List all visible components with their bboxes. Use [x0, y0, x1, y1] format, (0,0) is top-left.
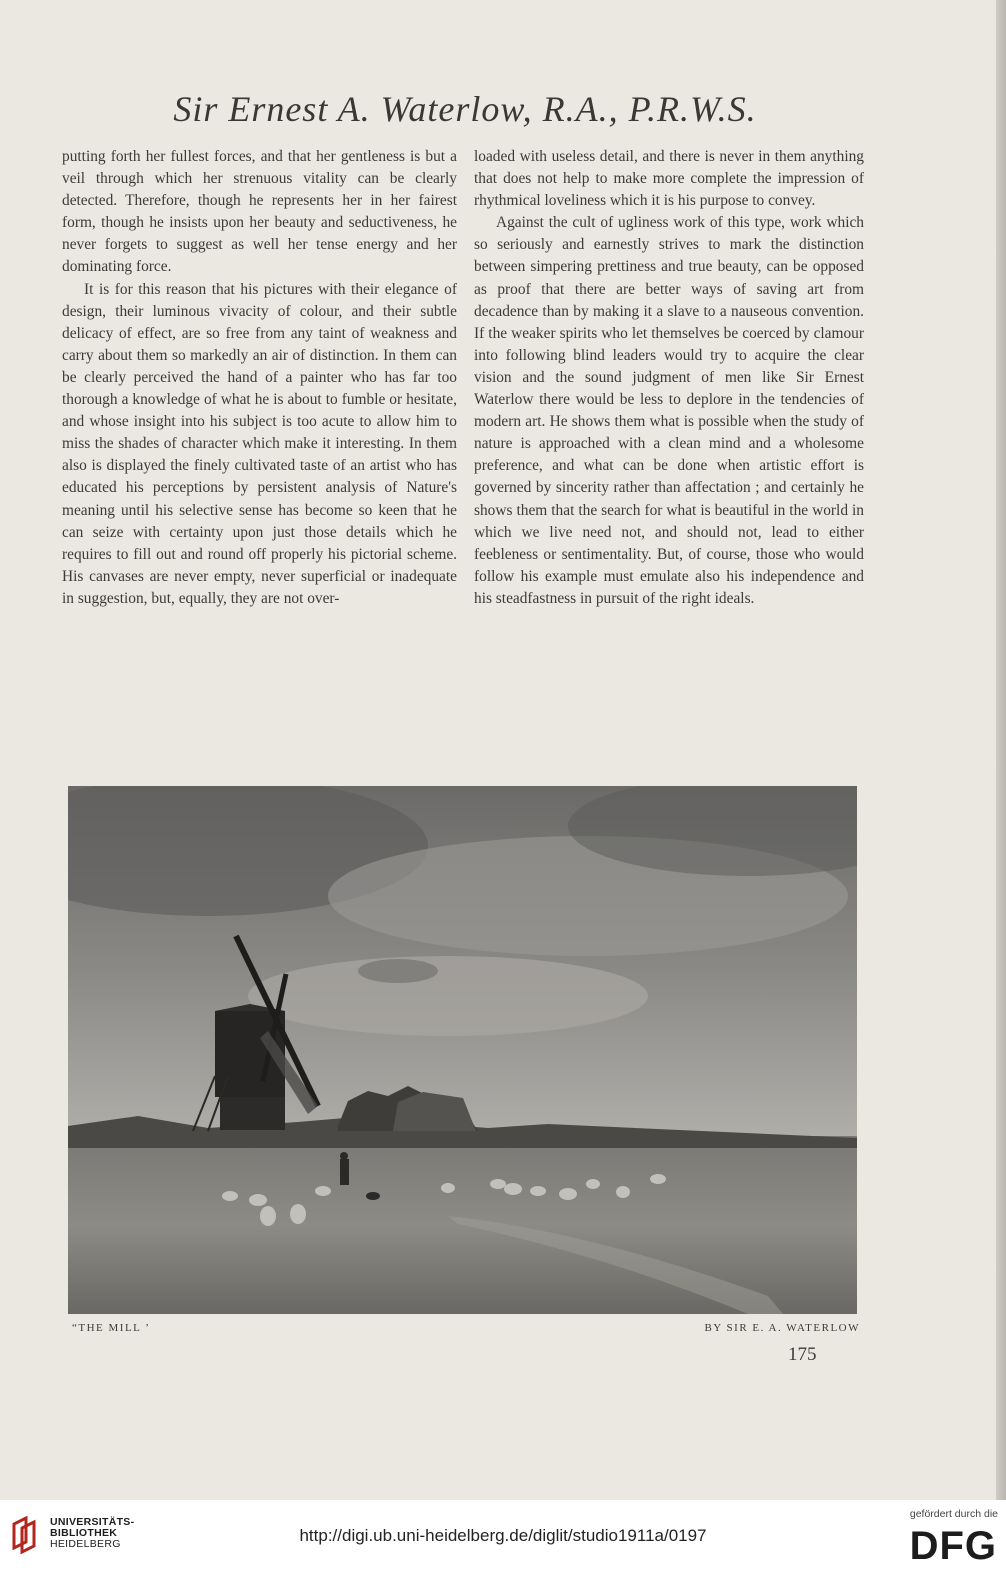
plate-caption-artist: BY SIR E. A. WATERLOW: [704, 1322, 860, 1334]
text-column-right: [474, 146, 864, 610]
paragraph: putting forth her fullest forces, and that her gentleness is but a veil through which her strenuous vitality can be clearly detected. Therefore, though he represents her in her fairest form, though he insists upon her beauty and seductiveness, he never forgets to suggest as well her tense energy and her dominating force.: [62, 148, 457, 276]
paragraph: loaded with useless detail, and there is never in them anything that does not help to make more complete the impression of rhythmical loveliness which it is his purpose to convey.: [474, 148, 864, 210]
funded-by-label: gefördert durch die: [909, 1508, 998, 1520]
digitization-footer: [0, 1500, 1006, 1585]
running-title: Sir Ernest A. Waterlow, R.A., P.R.W.S.: [173, 89, 757, 129]
sheepdog: [366, 1192, 380, 1200]
page-number: 175: [788, 1344, 817, 1365]
paragraph: It is for this reason that his pictures with their elegance of design, their luminous vivacity of colour, and their subtle delicacy of effect, are so free from any taint of weakness and carry about them so markedly an air of distinction. In them can be clearly perceived the hand of a painter who has far too thorough a knowledge of what he is about to fumble or hesitate, and whose insight into his subject is too acute to allow him to miss the shades of character which make it interesting. In them also is displayed the finely cultivated taste of an artist who has educated his perceptions by persistent analysis of Nature's meaning until his selective sense has become so keen that he can seize with certainty upon just those details which he requires to fill out and round off properly his pictorial scheme. His canvases are never empty, never superficial or inadequate in suggestion, but, equally, they are not over-: [62, 280, 457, 607]
library-name-line: BIBLIOTHEK: [50, 1527, 118, 1539]
plate-caption-title: “THE MILL ’: [72, 1322, 151, 1334]
library-name-line: HEIDELBERG: [50, 1538, 121, 1550]
paragraph: Against the cult of ugliness work of this type, work which so seriously and earnestly strives to mark the distinction between simpering prettiness and true beauty, can be opposed as proof that there are better ways of saving art from decadence than by making it a slave to a nauseous convention. If the weaker spirits who let themselves be coerced by clamour into following blind leaders would try to acquire the clear vision and the sound judgment of men like Sir Ernest Waterlow there would be less to deplore in the tendencies of modern art. He shows them what is possible when the study of nature is approached with a clean mind and a wholesome preference, and what can be done when artistic effort is governed by sincerity rather than affectation ; and certainly he shows them that the search for what is beautiful in the world in which we live need not, and should not, lead to either feebleness or sentimentality. But, of course, those who would follow his example must emulate also his independence and his steadfastness in pursuit of the right ideals.: [474, 214, 864, 607]
permalink-url[interactable]: http://digi.ub.uni-heidelberg.de/diglit/studio1911a/0197: [299, 1526, 707, 1545]
dfg-logo: DFG: [909, 1524, 997, 1568]
painting-plate-the-mill: [68, 786, 857, 1314]
library-name-line: UNIVERSITÄTS-: [50, 1516, 135, 1528]
shepherd-figure: [340, 1159, 349, 1185]
windmill-landscape-illustration: [68, 786, 857, 1314]
text-column-left: [62, 146, 457, 610]
page-edge: [996, 0, 1006, 1500]
